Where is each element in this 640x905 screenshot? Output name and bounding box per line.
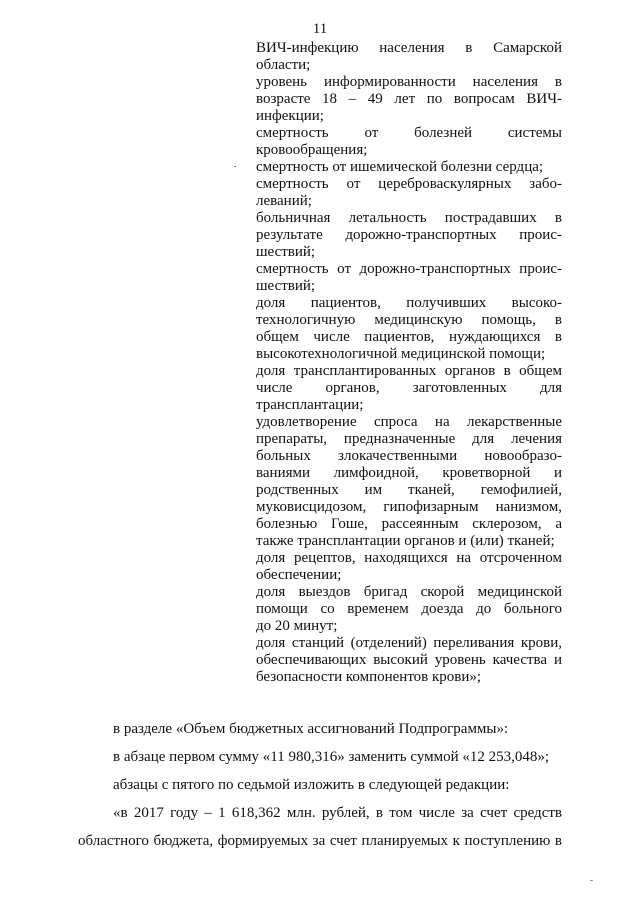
- indicator-line: инфекции;: [256, 108, 324, 124]
- body-text: [78, 720, 562, 860]
- indicator-line: высокотехнологичной медицинской помощи;: [256, 346, 546, 362]
- indicator-line: безопасности компонентов крови»;: [256, 669, 482, 685]
- paragraph-first-sum: в абзаце первом сумму «11 980,316» заменить суммой «12 253,048»;: [113, 749, 550, 765]
- indicator-line: общем числе пациентов, нуждающихся в: [256, 329, 562, 345]
- paragraph-regional-budget: областного бюджета, формируемых за счет планируемых к поступлению в: [78, 833, 562, 849]
- indicator-line: больничная летальность пострадавших в: [256, 210, 562, 226]
- indicator-line: ваниями лимфоидной, кроветворной и: [256, 465, 562, 481]
- paragraph-2017-amount: «в 2017 году – 1 618,362 млн. рублей, в том числе за счет средств: [113, 805, 562, 821]
- indicator-item: [256, 363, 562, 414]
- indicator-line: смертность от болезней системы: [256, 125, 562, 141]
- indicator-line: числе органов, заготовленных для: [256, 380, 562, 396]
- indicator-line: леваний;: [256, 193, 312, 209]
- indicator-item: [256, 125, 562, 159]
- indicator-line: трансплантации;: [256, 397, 364, 413]
- indicator-line: смертность от дорожно-транспортных проис-: [256, 261, 562, 277]
- margin-mark: [234, 166, 236, 167]
- indicator-list: [256, 40, 562, 686]
- indicator-line: больных злокачественными новообразо-: [256, 448, 562, 464]
- indicator-item: [256, 295, 562, 363]
- indicator-line: доля станций (отделений) переливания крови,: [256, 635, 562, 651]
- indicator-line: обеспечивающих высокий уровень качества и: [256, 652, 562, 668]
- indicator-line: помощи со временем доезда до больного: [256, 601, 562, 617]
- indicator-line: области;: [256, 57, 311, 73]
- paragraph-fifth-seventh: абзацы с пятого по седьмой изложить в следующей редакции:: [113, 777, 510, 793]
- indicator-line: шествий;: [256, 244, 316, 260]
- paragraph-budget-section: в разделе «Объем бюджетных ассигнований Подпрограммы»:: [113, 721, 509, 737]
- indicator-line: муковисцидозом, гипофизарным нанизмом,: [256, 499, 562, 515]
- indicator-item: [256, 74, 562, 125]
- indicator-line: возрасте 18 – 49 лет по вопросам ВИЧ-: [256, 91, 562, 107]
- indicator-line: ВИЧ-инфекцию населения в Самарской: [256, 40, 562, 56]
- indicator-item: [256, 635, 562, 686]
- indicator-line: шествий;: [256, 278, 316, 294]
- indicator-item: [256, 159, 562, 176]
- indicator-item: [256, 176, 562, 210]
- indicator-line: обеспечении;: [256, 567, 342, 583]
- indicator-line: смертность от ишемической болезни сердца;: [256, 159, 544, 175]
- indicator-line: также трансплантации органов и (или) тканей;: [256, 533, 555, 549]
- indicator-line: удовлетворение спроса на лекарственные: [256, 414, 562, 430]
- indicator-item: [256, 40, 562, 74]
- page-number: 11: [312, 21, 328, 37]
- indicator-line: доля пациентов, получивших высоко-: [256, 295, 562, 311]
- indicator-item: [256, 414, 562, 550]
- indicator-line: кровообращения;: [256, 142, 368, 158]
- indicator-line: технологичную медицинскую помощь, в: [256, 312, 562, 328]
- indicator-line: болезнью Гоше, рассеянным склерозом, а: [256, 516, 562, 532]
- indicator-line: доля выездов бригад скорой медицинской: [256, 584, 562, 600]
- indicator-item: [256, 261, 562, 295]
- indicator-line: доля рецептов, находящихся на отсроченном: [256, 550, 562, 566]
- indicator-line: до 20 минут;: [256, 618, 338, 634]
- indicator-item: [256, 210, 562, 261]
- indicator-item: [256, 550, 562, 584]
- corner-mark: [590, 880, 593, 881]
- indicator-line: родственных им тканей, гемофилией,: [256, 482, 562, 498]
- indicator-line: доля трансплантированных органов в общем: [256, 363, 562, 379]
- indicator-item: [256, 584, 562, 635]
- indicator-line: результате дорожно-транспортных проис-: [256, 227, 562, 243]
- indicator-line: уровень информированности населения в: [256, 74, 562, 90]
- indicator-line: препараты, предназначенные для лечения: [256, 431, 562, 447]
- indicator-line: смертность от цереброваскулярных забо-: [256, 176, 562, 192]
